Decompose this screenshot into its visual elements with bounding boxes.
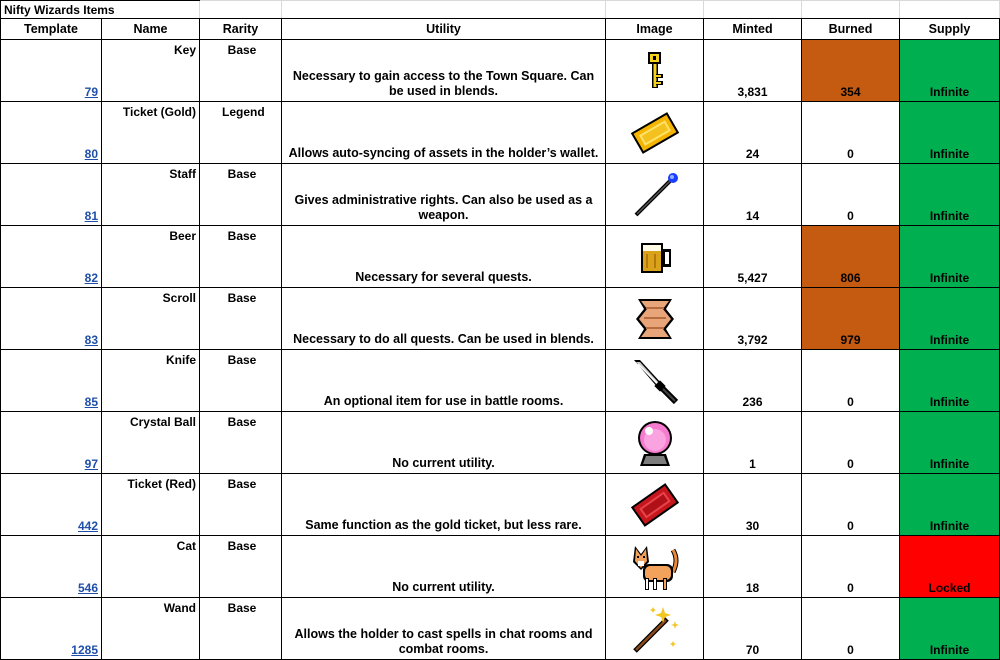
table-row [1,598,1000,660]
minted-value: 3,792 [704,288,802,350]
burned-value: 0 [802,350,900,412]
wand-icon [629,603,681,655]
burned-value: 806 [802,226,900,288]
table-row [1,40,1000,102]
item-name: Knife [102,350,200,412]
item-name: Ticket (Gold) [102,102,200,164]
item-utility: Allows auto-syncing of assets in the holder’s wallet. [282,102,606,164]
sheet-title: Nifty Wizards Items [1,1,200,19]
item-rarity: Base [227,353,257,367]
template-link[interactable]: 97 [84,457,98,471]
template-link[interactable]: 442 [77,519,98,533]
template-link[interactable]: 80 [84,147,98,161]
red-ticket-icon [628,481,682,529]
minted-value: 24 [704,102,802,164]
table-row [1,536,1000,598]
staff-icon [628,171,682,219]
item-name: Wand [102,598,200,660]
template-link[interactable]: 83 [84,333,98,347]
item-utility: An optional item for use in battle rooms. [282,350,606,412]
item-rarity: Base [227,477,257,491]
minted-value: 5,427 [704,226,802,288]
scroll-icon [630,295,680,343]
item-rarity: Base [227,539,257,553]
item-name: Key [102,40,200,102]
gold-ticket-icon [628,109,682,157]
item-rarity: Base [227,601,257,615]
title-row [1,1,1000,19]
item-utility: Same function as the gold ticket, but less rare. [282,474,606,536]
table-row [1,164,1000,226]
supply-value: Infinite [900,412,1000,474]
header-minted: Minted [704,19,802,40]
supply-value: Infinite [900,288,1000,350]
template-link[interactable]: 85 [84,395,98,409]
item-rarity: Base [227,291,257,305]
header-name: Name [102,19,200,40]
header-template: Template [1,19,102,40]
minted-value: 1 [704,412,802,474]
table-row [1,288,1000,350]
item-utility: No current utility. [282,412,606,474]
table-row [1,474,1000,536]
supply-value: Locked [900,536,1000,598]
item-utility: Necessary to do all quests. Can be used in blends. [282,288,606,350]
item-utility: Allows the holder to cast spells in chat rooms and combat rooms. [282,598,606,660]
item-rarity: Base [227,167,257,181]
burned-value: 0 [802,536,900,598]
item-name: Beer [102,226,200,288]
knife-icon [630,356,680,406]
header-image: Image [606,19,704,40]
supply-value: Infinite [900,40,1000,102]
burned-value: 0 [802,164,900,226]
supply-value: Infinite [900,226,1000,288]
item-rarity: Base [227,229,257,243]
item-name: Staff [102,164,200,226]
item-utility: Gives administrative rights. Can also be used as a weapon. [282,164,606,226]
header-burned: Burned [802,19,900,40]
item-rarity: Base [227,415,257,429]
burned-value: 0 [802,598,900,660]
header-rarity: Rarity [200,19,282,40]
table-row [1,102,1000,164]
table-row [1,412,1000,474]
item-rarity: Legend [222,105,265,119]
burned-value: 354 [802,40,900,102]
burned-value: 0 [802,474,900,536]
supply-value: Infinite [900,164,1000,226]
burned-value: 0 [802,102,900,164]
minted-value: 30 [704,474,802,536]
template-link[interactable]: 79 [84,85,98,99]
minted-value: 18 [704,536,802,598]
header-utility: Utility [282,19,606,40]
template-link[interactable]: 81 [84,209,98,223]
item-utility: Necessary for several quests. [282,226,606,288]
minted-value: 236 [704,350,802,412]
item-name: Ticket (Red) [102,474,200,536]
burned-value: 0 [802,412,900,474]
item-rarity: Base [227,43,257,57]
template-link[interactable]: 546 [77,581,98,595]
template-link[interactable]: 82 [84,271,98,285]
table-row [1,226,1000,288]
key-icon [643,50,667,92]
item-utility: No current utility. [282,536,606,598]
item-name: Cat [102,536,200,598]
template-link[interactable]: 1285 [71,643,98,657]
supply-value: Infinite [900,474,1000,536]
header-supply: Supply [900,19,1000,40]
supply-value: Infinite [900,102,1000,164]
supply-value: Infinite [900,350,1000,412]
crystal-ball-icon [630,418,680,468]
item-utility: Necessary to gain access to the Town Square. Can be used in blends. [282,40,606,102]
minted-value: 3,831 [704,40,802,102]
minted-value: 70 [704,598,802,660]
cat-icon [629,542,681,592]
item-name: Crystal Ball [102,412,200,474]
burned-value: 979 [802,288,900,350]
item-name: Scroll [102,288,200,350]
table-row [1,350,1000,412]
header-row [1,19,1000,40]
beer-icon [635,237,675,277]
supply-value: Infinite [900,598,1000,660]
minted-value: 14 [704,164,802,226]
